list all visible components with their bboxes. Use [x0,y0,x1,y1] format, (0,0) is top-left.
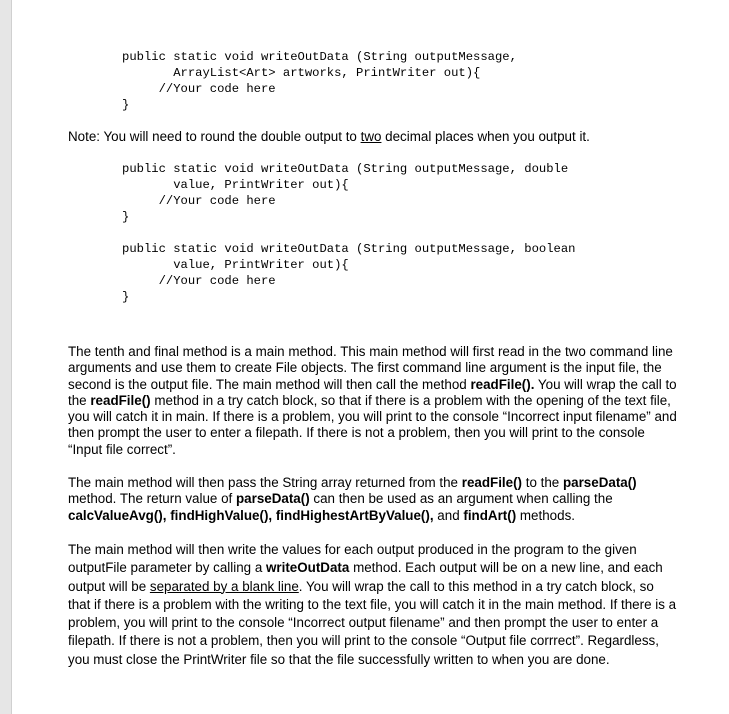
para-bold: readFile() [461,475,523,490]
note-text-end: decimal places when you output it. [381,129,590,144]
paragraph-main-method [68,344,678,458]
paragraph-write-output [68,541,678,669]
note-rounding [68,128,590,145]
para-bold: findArt() [463,507,517,523]
code-line: } [122,290,130,304]
code-line: //Your code here [122,82,276,96]
code-line: ArrayList<Art> artworks, PrintWriter out){ [122,66,481,80]
para-bold: writeOutData [266,560,350,576]
para-text: method. The return value of [68,491,236,507]
code-line: public static void writeOutData (String outputMessage, [122,50,517,64]
code-line: value, PrintWriter out){ [122,258,349,272]
para-text: method in a try catch block, so that if there is a problem with the opening of the text file, you will catch it in main. If there is a problem, you will print to the console “Incorrect input filename” and then prompt the user to enter a filepath. If there is not a problem, then you will print to the console “Input file correct”. [68,392,677,457]
para-text: to the [522,475,563,490]
page-margin-rule [0,0,12,714]
para-bold: readFile() [90,392,151,408]
code-block-double [122,161,568,225]
para-text: method. Each output will be on a new line, and each output will be [68,560,663,594]
para-bold: readFile(). [470,376,535,392]
code-line: } [122,98,130,112]
para-text: and [433,507,464,523]
code-line: //Your code here [122,194,276,208]
paragraph-parse-data [68,475,678,524]
para-text: The main method will then pass the String array returned from the [68,475,462,490]
para-text: . You will wrap the call to this method in a try catch block, so that if there is a problem with the writing to the text file, you will catch it in the main method. If there is a problem, you will print to the console “Incorrect output filename” and then prompt the user to enter a filepath. If there is not a problem, then you will print to the console “Output file corrrect”. Regardless, you must close the PrintWriter file so that the file successfully written to when you are done. [68,578,677,667]
para-bold: parseData() [235,491,310,507]
code-line: public static void writeOutData (String outputMessage, boolean [122,242,576,256]
para-underlined: separated by a blank line [149,578,299,594]
para-text: You will wrap the call to the [68,376,677,408]
para-text: can then be used as an argument when calling the [309,491,613,507]
para-bold: parseData() [562,475,637,490]
code-line: value, PrintWriter out){ [122,178,349,192]
note-text: Note: You will need to round the double output to [68,129,361,144]
note-underlined: two [360,129,382,144]
para-bold: calcValueAvg(), findHighValue(), findHighestArtByValue(), [68,507,434,523]
para-text: The tenth and final method is a main method. This main method will first read in the two command line arguments and use them to create File objects. The first command line argument is the input file, the second is the output file. The main method will then call the method [68,344,673,392]
para-text: The main method will then write the values for each output produced in the program to the given outputFile parameter by calling a [68,542,637,576]
code-block-boolean [122,241,575,305]
code-block-arraylist [122,49,517,113]
code-line: public static void writeOutData (String outputMessage, double [122,162,569,176]
para-text: methods. [516,507,575,523]
code-line: //Your code here [122,274,276,288]
code-line: } [122,210,130,224]
